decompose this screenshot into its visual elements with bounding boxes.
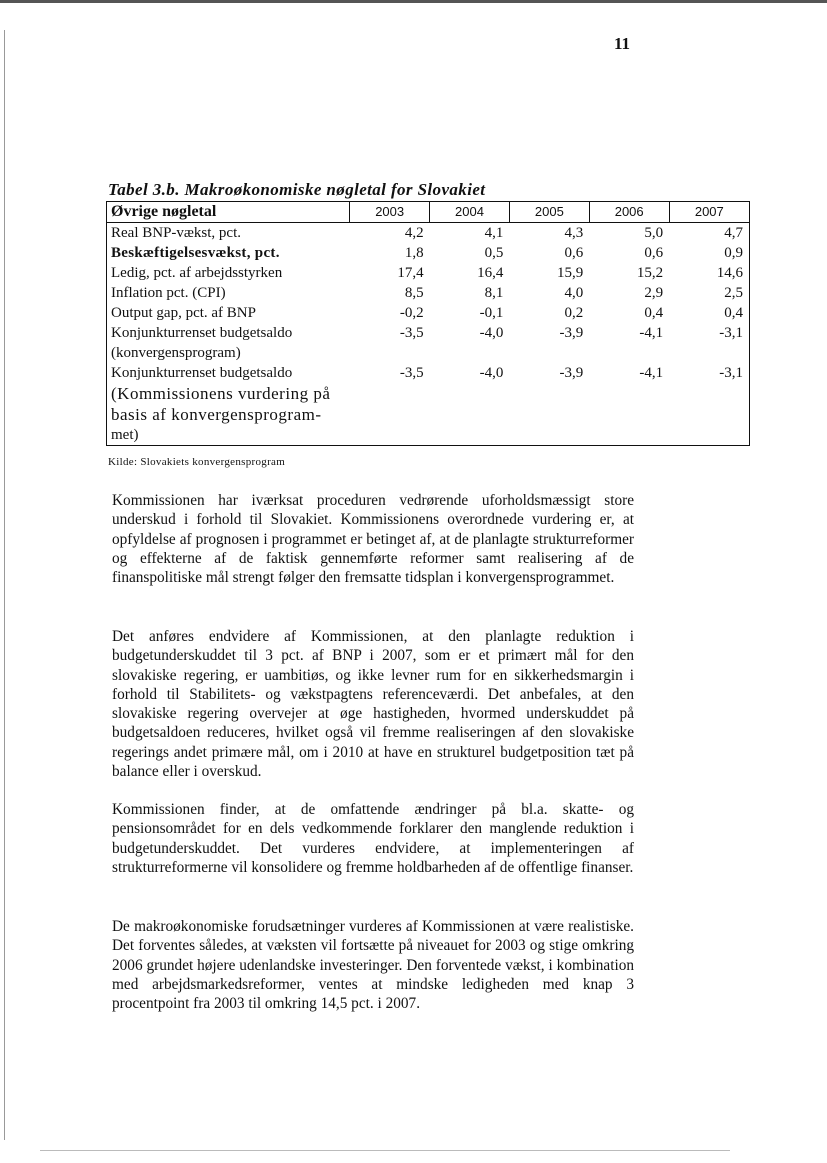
table-cell: -0,1 [479, 305, 504, 321]
table-cell: 8,1 [484, 285, 504, 301]
table-cell: -3,5 [350, 363, 430, 446]
table-cell: 5,0 [644, 225, 664, 241]
scan-border-top [0, 0, 827, 3]
macro-table [106, 201, 750, 446]
row-label-line: (Kommissionens vurdering på basis af konvergensprogram- [111, 384, 331, 424]
table-cell: 2,5 [669, 283, 749, 303]
table-header-row [107, 202, 750, 223]
table-cell: 4,0 [564, 285, 584, 301]
table-cell: -3,9 [559, 325, 584, 341]
table-cell: 0,4 [644, 305, 664, 321]
table-cell: -4,0 [430, 363, 510, 446]
table-row [107, 243, 750, 263]
table-cell: 14,6 [669, 263, 749, 283]
table-row [107, 303, 750, 323]
table-cell: -3,5 [399, 325, 424, 341]
table-cell: -0,2 [399, 305, 424, 321]
scan-border-left [4, 30, 5, 1140]
table-cell: -4,1 [589, 363, 669, 446]
table-cell: 1,8 [404, 245, 424, 261]
row-label: Output gap, pct. af BNP [107, 303, 350, 323]
table-caption: Tabel 3.b. Makroøkonomiske nøgletal for Slovakiet [108, 180, 486, 199]
table-cell: 8,5 [404, 285, 424, 301]
scan-border-bottom [40, 1150, 730, 1151]
table-row [107, 283, 750, 303]
column-header: 2007 [669, 202, 749, 223]
table-cell: 0,4 [669, 303, 749, 323]
body-paragraph: Kommissionen finder, at de omfattende ændringer på bl.a. skatte- og pensionsområdet for en dels vedkommende forklarer den manglende reduktion i budgetunderskuddet. Det vurderes endvidere, at implementeringen af strukturreformerne vil konsolidere og fremme holdbarheden af de offentlige finanser. [112, 801, 634, 876]
body-paragraph: De makroøkonomiske forudsætninger vurderes af Kommissionen at være realistiske. Det forventes således, at væksten vil fortsætte på niveauet for 2003 og stige omkring 2006 grundet højere udenlandske investeringer. Den forventede vækst, i kombination med arbejdsmarkedsreformer, ventes at mindske ledigheden med knap 3 procentpoint fra 2003 til omkring 14,5 pct. i 2007. [112, 918, 634, 1013]
table-cell: 2,9 [644, 285, 664, 301]
column-header: 2004 [430, 202, 510, 223]
table-cell: -3,1 [669, 363, 749, 446]
table-cell: 0,9 [669, 243, 749, 263]
table-cell: 0,5 [484, 245, 504, 261]
table-cell: 4,1 [484, 225, 504, 241]
column-header: 2003 [350, 202, 430, 223]
row-label [107, 323, 350, 363]
column-header: Øvrige nøgletal [107, 202, 350, 223]
table-cell: 15,9 [557, 265, 584, 281]
row-label-line: Konjunkturrenset budgetsaldo [111, 325, 293, 341]
row-label: Ledig, pct. af arbejdsstyrken [107, 263, 350, 283]
table-cell: 4,3 [564, 225, 584, 241]
row-label: Real BNP-vækst, pct. [107, 223, 350, 244]
page-number: 11 [614, 34, 631, 53]
row-label [107, 363, 350, 446]
body-paragraph: Kommissionen har iværksat proceduren vedrørende uforholdsmæssigt store underskud i forhold til Slovakiet. Kommissionens overordnede vurdering er, at opfyldelse af prognosen i programmet er betinget af, at de planlagte strukturreformer og effekterne af de faktisk gennemførte reformer samt realisering af de finanspolitiske mål strengt følger den fremsatte tidsplan i konvergensprogrammet. [112, 492, 634, 587]
table-cell: 4,2 [404, 225, 424, 241]
column-header: 2006 [589, 202, 669, 223]
table-cell: 0,6 [564, 245, 584, 261]
column-header: 2005 [509, 202, 589, 223]
body-paragraph: Det anføres endvidere af Kommissionen, at den planlagte reduktion i budgetunderskuddet til 3 pct. af BNP i 2007, som er et primært mål for den slovakiske regering, er uambitiøs, og ikke levner rum for en sikkerhedsmargin i forhold til Stabilitets- og vækstpagtens referenceværdi. Det anbefales, at den slovakiske regering overvejer at øge hastigheden, hvormed underskuddet på budgetsaldoen reduceres, hvilket også vil fremme realiseringen af den slovakiske regerings andet primære mål, om i 2010 at have en strukturel budgetposition tæt på balance eller i overskud. [112, 628, 634, 781]
table-cell: -3,9 [509, 363, 589, 446]
table-cell: -4,0 [479, 325, 504, 341]
row-label: Inflation pct. (CPI) [107, 283, 350, 303]
table-row [107, 363, 750, 446]
row-label-line: (konvergensprogram) [111, 345, 241, 361]
row-label: Beskæftigelsesvækst, pct. [107, 243, 350, 263]
table-cell: 16,4 [477, 265, 504, 281]
row-label-line: Konjunkturrenset budgetsaldo [111, 365, 293, 381]
table-cell: -4,1 [639, 325, 664, 341]
table-cell: -3,1 [669, 323, 749, 363]
table-row [107, 263, 750, 283]
table-cell: 17,4 [397, 265, 424, 281]
table-source: Kilde: Slovakiets konvergensprogram [108, 456, 286, 468]
table-row [107, 223, 750, 244]
table-cell: 0,2 [564, 305, 584, 321]
table-cell: 0,6 [644, 245, 664, 261]
table-cell: 15,2 [636, 265, 664, 281]
row-label-line: met) [111, 427, 139, 443]
table-cell: 4,7 [669, 223, 749, 244]
table-row [107, 323, 750, 363]
